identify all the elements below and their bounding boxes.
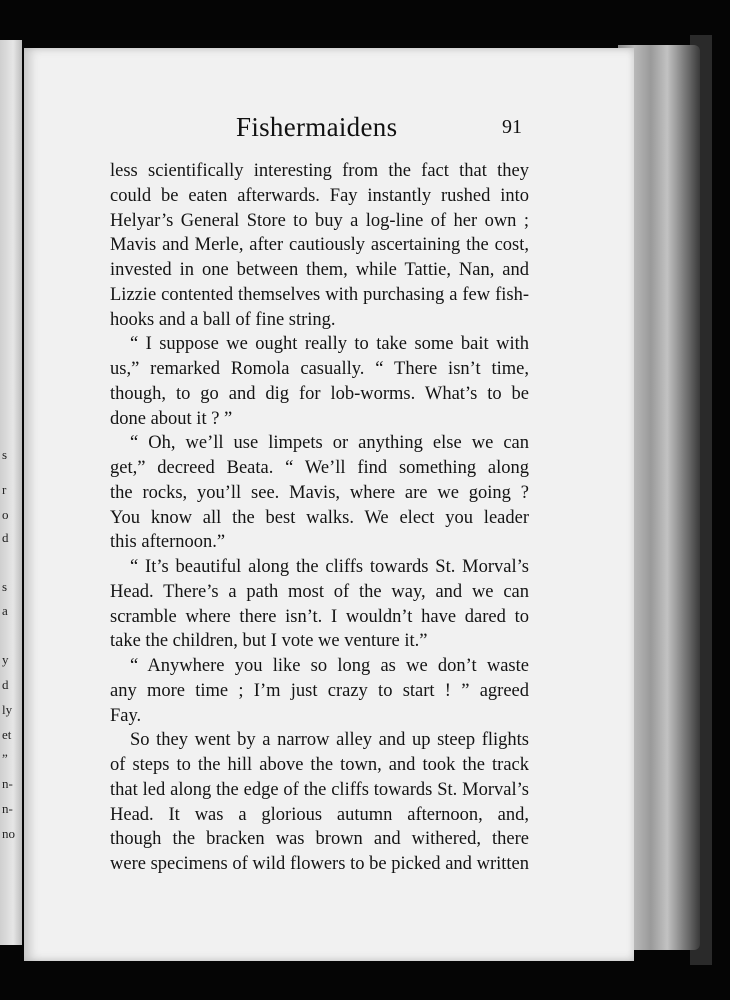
left-page-fragment: n- bbox=[2, 776, 13, 791]
text-line: any more time ; I’m just crazy to start ! ” agreed bbox=[110, 680, 529, 701]
page-header bbox=[24, 112, 634, 152]
text-line: hooks and a ball of fine string. bbox=[110, 309, 336, 330]
text-line: Head. There’s a path most of the way, and we can bbox=[110, 581, 529, 602]
running-title: Fishermaidens bbox=[236, 112, 398, 142]
text-line: invested in one between them, while Tattie, Nan, and bbox=[110, 260, 529, 280]
text-line: “ I suppose we ought really to take some bait with bbox=[130, 334, 529, 355]
left-page-fragment: r bbox=[2, 482, 7, 497]
left-page-fragment: no bbox=[2, 826, 15, 841]
left-page-fragment: n- bbox=[2, 801, 13, 816]
text-line: were specimens of wild flowers to be picked and written bbox=[110, 854, 529, 874]
page-number: 91 bbox=[502, 116, 522, 138]
text-line: this afternoon.” bbox=[110, 532, 226, 553]
text-line: of steps to the hill above the town, and took the track bbox=[110, 755, 529, 775]
text-line: though the bracken was brown and withered, there bbox=[110, 829, 529, 850]
left-page-fragment: s bbox=[2, 579, 8, 594]
text-line: us,” remarked Romola casually. “ There isn’t time, bbox=[110, 359, 529, 379]
left-page-fragment: ” bbox=[2, 751, 8, 766]
text-line: Helyar’s General Store to buy a log-line of her own ; bbox=[110, 210, 529, 231]
text-line: Fay. bbox=[110, 705, 142, 726]
text-line: less scientifically interesting from the fact that they bbox=[110, 161, 529, 181]
left-page-fragment: s bbox=[2, 447, 8, 462]
book-page bbox=[24, 48, 634, 961]
left-page-fragment: d bbox=[2, 530, 9, 545]
text-line: scramble where there isn’t. I wouldn’t have dared to bbox=[110, 606, 529, 627]
text-line: take the children, but I vote we venture it.” bbox=[110, 631, 428, 652]
text-line: You know all the best walks. We elect you leader bbox=[110, 507, 529, 528]
text-line: “ Anywhere you like so long as we don’t waste bbox=[130, 656, 529, 676]
left-page-fragment: d bbox=[2, 677, 9, 692]
left-page-fragment: a bbox=[2, 603, 8, 618]
left-page-fragment: et bbox=[2, 727, 12, 742]
text-line: could be eaten afterwards. Fay instantly rushed into bbox=[110, 185, 529, 206]
text-line: Lizzie contented themselves with purchasing a few fish- bbox=[110, 284, 529, 305]
body-text bbox=[110, 159, 529, 877]
text-line: So they went by a narrow alley and up steep flights bbox=[130, 730, 529, 751]
text-line: done about it ? ” bbox=[110, 408, 233, 429]
text-line: “ It’s beautiful along the cliffs towards St. Morval’s bbox=[130, 557, 529, 577]
text-line: though, to go and dig for lob-worms. What’s to be bbox=[110, 383, 529, 404]
left-page-fragment: ly bbox=[2, 702, 13, 717]
text-line: that led along the edge of the cliffs towards St. Morval’s bbox=[110, 779, 529, 800]
text-line: Mavis and Merle, after cautiously ascertaining the cost, bbox=[110, 235, 529, 256]
left-page-edge bbox=[0, 40, 22, 945]
text-line: get,” decreed Beata. “ We’ll find something along bbox=[110, 458, 529, 478]
left-page-fragment: o bbox=[2, 507, 9, 522]
left-page-fragment: y bbox=[2, 652, 9, 667]
text-line: “ Oh, we’ll use limpets or anything else we can bbox=[130, 433, 529, 454]
text-line: Head. It was a glorious autumn afternoon, and, bbox=[110, 804, 529, 825]
text-line: the rocks, you’ll see. Mavis, where are we going ? bbox=[110, 482, 529, 503]
